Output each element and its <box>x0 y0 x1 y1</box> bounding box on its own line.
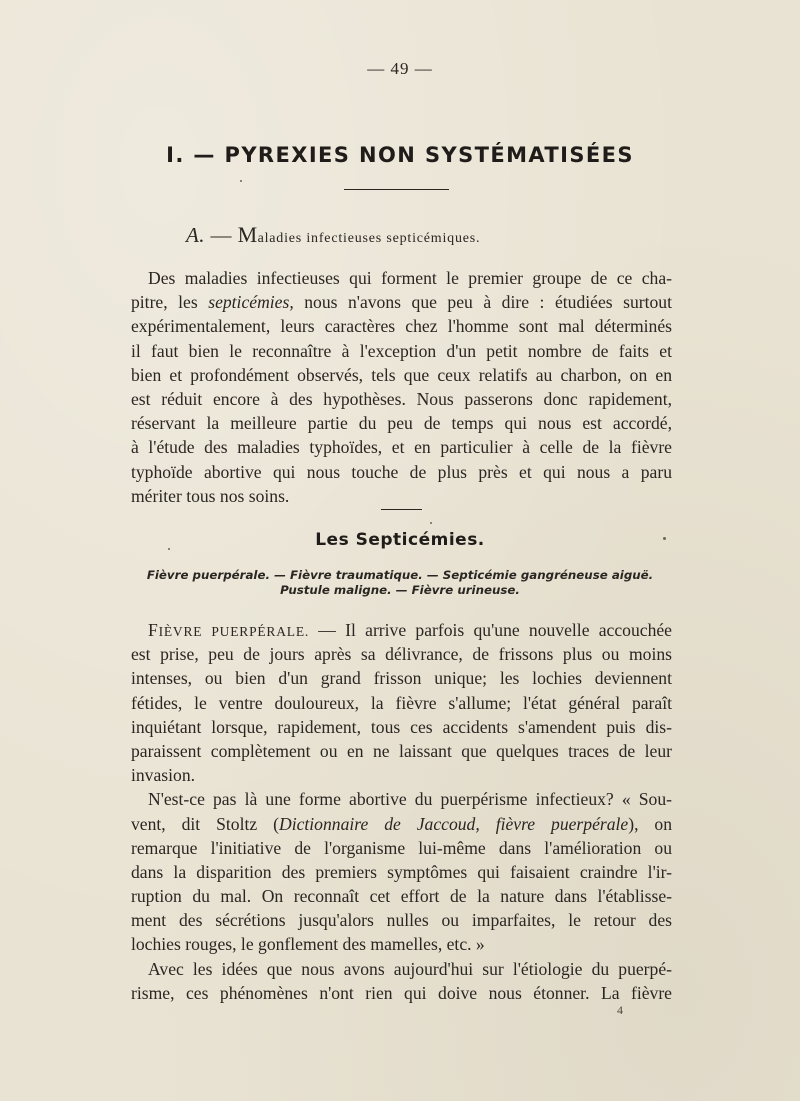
text-line: ment des sécrétions jusqu'alors nulles ou imparfaites, le retour des <box>131 910 672 931</box>
text-line <box>131 290 672 314</box>
text-fragment: nous n'avons que peu à dire : étudiées surtout <box>293 292 672 313</box>
text-fragment: ), on <box>628 813 673 834</box>
subsection-letter: A. <box>186 223 205 247</box>
text-line: dans la disparition des premiers symptômes qui faisaient craindre l'ir- <box>131 861 672 882</box>
paper-speck <box>430 522 432 524</box>
text-line: inquiétant lorsque, rapidement, tous ces accidents s'amendent puis dis- <box>131 716 672 737</box>
subsection-title-rest: aladies infectieuses septicémiques. <box>257 231 481 246</box>
run-in-heading <box>148 620 310 640</box>
text-fragment-italic: septicémies, <box>208 292 294 313</box>
text-fragment: vent, dit Stoltz ( <box>131 813 279 834</box>
paper-speck <box>240 180 242 182</box>
section-heading: I. — PYREXIES NON SYSTÉMATISÉES <box>166 143 634 167</box>
text-line: est réduit encore à des hypothèses. Nous passerons donc rapidement, <box>131 388 672 409</box>
text-line: ruption du mal. On reconnaît cet effort de la nature dans l'établisse- <box>131 886 672 907</box>
text-line: invasion. <box>131 765 196 786</box>
text-line: lochies rouges, le gonflement des mamelles, etc. » <box>131 934 485 955</box>
summary-line: Fièvre puerpérale. — Fièvre traumatique. — Septicémie gangréneuse aiguë. <box>146 568 654 582</box>
paper-speck <box>663 537 666 540</box>
run-in-rest: IÈVRE PUERPÉRALE. <box>158 624 310 639</box>
text-line: intenses, ou bien d'un grand frisson unique; les lochies deviennent <box>131 668 672 689</box>
signature-mark: 4 <box>617 1003 623 1017</box>
page-number: — 49 — <box>367 59 433 78</box>
summary <box>140 568 660 597</box>
text-line: Avec les idées que nous avons aujourd'hui sur l'étiologie du puerpé- <box>148 958 672 979</box>
text-line: fétides, le ventre douloureux, la fièvre s'allume; l'état général paraît <box>131 692 672 713</box>
text-line <box>131 812 672 836</box>
text-line: typhoïde abortive qui nous touche de plus près et qui nous a paru <box>131 461 672 482</box>
short-divider <box>381 509 422 510</box>
text-line: mériter tous nos soins. <box>131 485 290 506</box>
text-fragment: — Il arrive parfois qu'une nouvelle accouchée <box>309 620 672 640</box>
text-line: est prise, peu de jours après sa délivrance, de frissons plus ou moins <box>131 644 672 665</box>
text-line <box>131 618 672 642</box>
section-divider <box>344 189 449 190</box>
summary-line: Pustule maligne. — Fièvre urineuse. <box>280 582 520 597</box>
text-line: bien et profondément observés, tels que ceux relatifs au charbon, on en <box>131 364 672 385</box>
text-line: à l'étude des maladies typhoïdes, et en particulier à celle de la fièvre <box>131 437 672 458</box>
text-line: remarque l'initiative de l'organisme lui-même dans l'amélioration ou <box>131 837 672 858</box>
text-line: réservant la meilleure partie du peu de temps qui nous est accordé, <box>131 413 672 434</box>
text-line: expérimentalement, leurs caractères chez l'homme sont mal déterminés <box>131 316 672 337</box>
intro-paragraph <box>131 266 672 508</box>
subsection-dash: — <box>210 223 232 247</box>
text-line: Des maladies infectieuses qui forment le premier groupe de ce cha- <box>148 268 672 288</box>
subsection-heading <box>186 222 616 248</box>
run-in-initial: F <box>148 620 159 640</box>
text-fragment: pitre, les <box>131 292 209 313</box>
chapter-subtitle: Les Septicémies. <box>315 530 485 550</box>
text-line: N'est-ce pas là une forme abortive du puerpérisme infectieux? « Sou- <box>148 789 672 810</box>
citation-italic: Dictionnaire de Jaccoud, fièvre puerpérale <box>279 813 629 834</box>
text-line: risme, ces phénomènes n'ont rien qui doive nous étonner. La fièvre <box>131 982 672 1003</box>
subsection-initial: M <box>237 222 258 247</box>
fievre-paragraph <box>131 618 672 1005</box>
text-line: paraissent complètement ou en ne laissant que quelques traces de leur <box>131 740 672 761</box>
paper-speck <box>168 548 170 550</box>
text-line: il faut bien le reconnaître à l'exception d'un petit nombre de faits et <box>131 340 672 361</box>
